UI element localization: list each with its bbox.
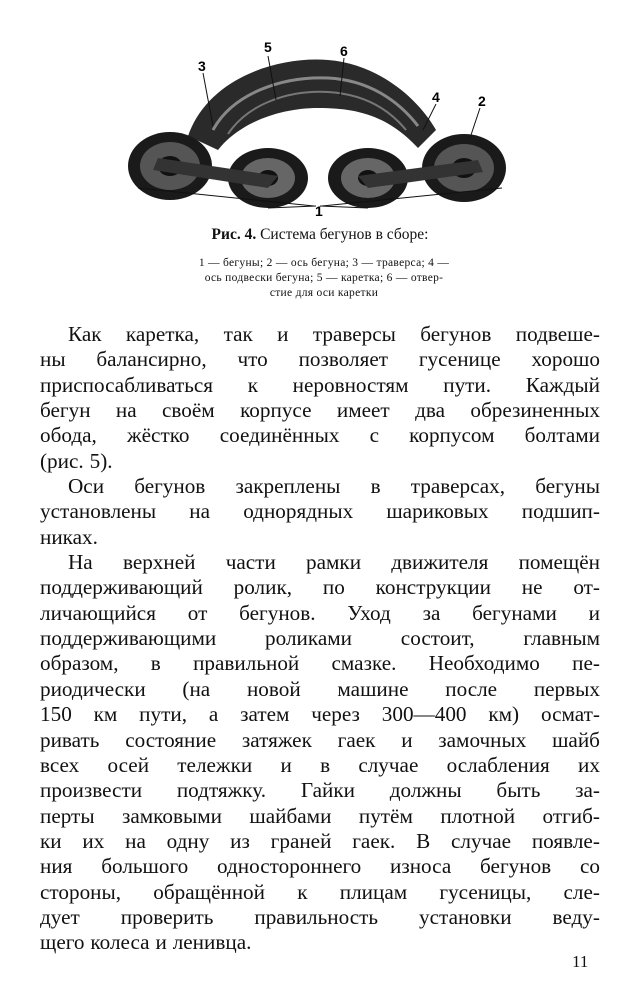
text-line: никах.: [40, 524, 98, 549]
figure-bogie-assembly: [118, 38, 518, 218]
text-line: Как каретка, так и траверсы бегунов подвеше-: [68, 322, 600, 346]
text-line: поддерживающими роликами состоит, главным: [40, 626, 600, 651]
callout-5: 5: [264, 39, 272, 55]
text-line: обода, жёстко соединённых с корпусом болтами: [40, 423, 600, 448]
figure-legend: [104, 256, 544, 301]
text-line: бегун на своём корпусе имеет два обрезиненных: [40, 398, 600, 423]
text-line: стороны, обращённой к плицам гусеницы, сле-: [40, 879, 600, 904]
text-line: произвести подтяжку. Гайки должны быть за-: [40, 778, 600, 803]
paragraph: [40, 474, 600, 550]
figure-label: Рис. 4.: [211, 226, 257, 243]
text-line: всех осей тележки и в случае ослабления их: [40, 752, 600, 777]
text-line: приспосабливаться к неровностям пути. Каждый: [40, 372, 600, 397]
callout-3: 3: [198, 58, 206, 74]
text-line: риодически (на новой машине после первых: [40, 676, 600, 701]
body-text: [40, 322, 600, 956]
figure-caption: [0, 226, 640, 244]
text-line: поддерживающий ролик, по конструкции не от-: [40, 575, 600, 600]
text-line: ны балансирно, что позволяет гусенице хорошо: [40, 347, 600, 372]
text-line: личающийся от бегунов. Уход за бегунами и: [40, 600, 600, 625]
paragraph: [40, 322, 600, 474]
page-number: 11: [572, 952, 589, 971]
text-line: перты замковыми шайбами путём плотной отгиб-: [40, 803, 600, 828]
text-line: образом, в правильной смазке. Необходимо пе-: [40, 651, 600, 676]
legend-line: стие для оси каретки: [269, 287, 379, 299]
text-line: щего колеса и ленивца.: [40, 930, 252, 955]
figure-title: Система бегунов в сборе:: [260, 226, 429, 243]
text-line: ния большого одностороннего износа бегунов со: [40, 854, 600, 879]
text-line: (рис. 5).: [40, 448, 113, 473]
legend-line: ось подвески бегуна; 5 — каретка; 6 — отвер-: [204, 272, 444, 284]
callout-1: 1: [315, 203, 323, 218]
text-line: 150 км пути, а затем через 300—400 км) осмат-: [40, 702, 600, 727]
text-line: На верхней части рамки движителя помещён: [68, 550, 600, 575]
callout-6: 6: [340, 43, 348, 59]
paragraph: [40, 550, 600, 956]
callout-2: 2: [478, 93, 486, 109]
text-line: дует проверить правильность установки веду-: [40, 904, 600, 929]
text-line: Оси бегунов закреплены в траверсах, бегуны: [68, 474, 600, 499]
callout-4: 4: [432, 89, 440, 105]
text-line: установлены на однорядных шариковых подшип-: [40, 499, 600, 524]
bogie-assembly-illustration: [118, 38, 518, 218]
text-line: ки их на одну из граней гаек. В случае появле-: [40, 828, 600, 853]
legend-line: 1 — бегуны; 2 — ось бегуна; 3 — траверса; 4 —: [198, 257, 450, 269]
text-line: ривать состояние затяжек гаек и замочных шайб: [40, 727, 600, 752]
